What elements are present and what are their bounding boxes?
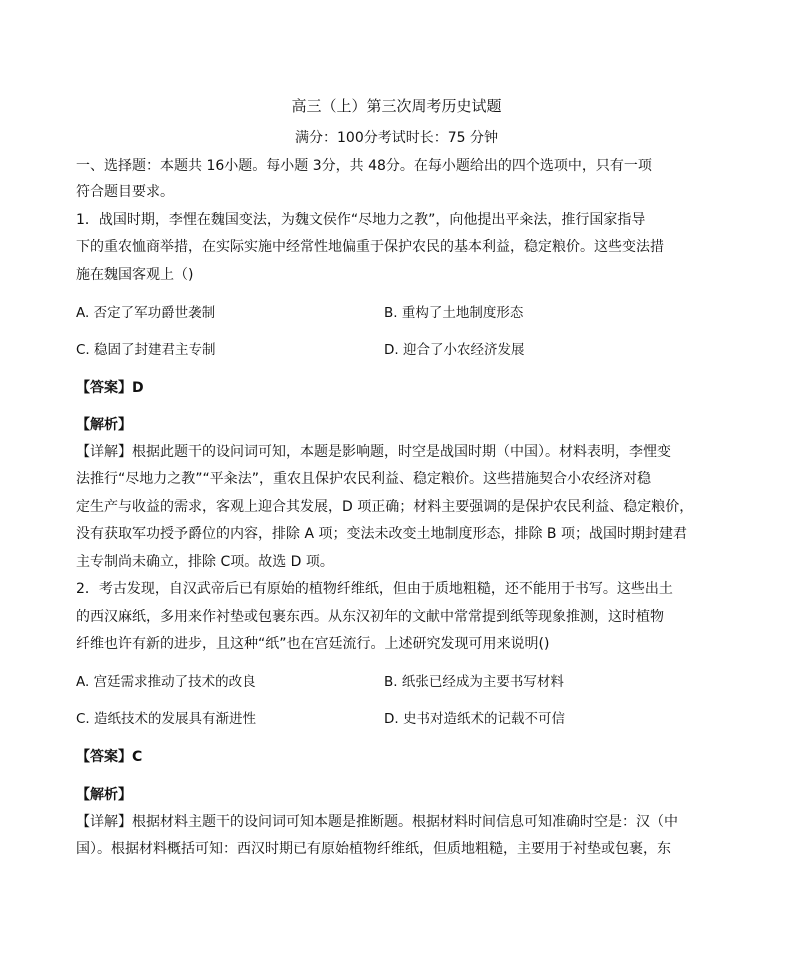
page-title: 高三（上）第三次周考历史试题: [291, 97, 502, 115]
answer-label: 【答案】C: [76, 749, 143, 765]
detail-line: 主专制尚未确立，排除 C项。故选 D 项。: [76, 554, 334, 570]
option-b: B. 重构了土地制度形态: [384, 305, 524, 321]
option-c: C. 稳固了封建君主专制: [76, 342, 216, 358]
detail-line: 【详解】根据此题干的设问词可知，本题是影响题，时空是战国时期（中国）。材料表明，李悝变: [76, 444, 671, 460]
detail-line: 【详解】根据材料主题干的设问词可知本题是推断题。根据材料时间信息可知准确时空是：汉（中: [76, 814, 678, 830]
question-stem: 2．考古发现，自汉武帝后已有原始的植物纤维纸，但由于质地粗糙，还不能用于书写。这些出土: [76, 581, 673, 597]
detail-line: 定生产与收益的需求，客观上迎合其发展，D 项正确；材料主要强调的是保护农民利益、稳定粮价，: [76, 499, 694, 515]
answer-label: 【答案】D: [76, 380, 144, 396]
option-a: A. 宫廷需求推动了技术的改良: [76, 674, 256, 690]
page-subtitle: 满分：100分考试时长：75 分钟: [295, 130, 498, 146]
question-stem: 纤维也许有新的进步，且这种“纸”也在宫廷流行。上述研究发现可用来说明(): [76, 636, 550, 652]
question-stem: 的西汉麻纸，多用来作衬垫或包裹东西。从东汉初年的文献中常常提到纸等现象推测，这时植物: [76, 609, 664, 625]
question-stem: 施在魏国客观上（): [76, 267, 194, 283]
section-intro: 一、选择题：本题共 16小题。每小题 3分，共 48分。在每小题给出的四个选项中，只有一项: [76, 158, 652, 174]
option-d: D. 迎合了小农经济发展: [384, 342, 525, 358]
detail-line: 国）。根据材料概括可知：西汉时期已有原始植物纤维纸，但质地粗糙，主要用于衬垫或包裹，东: [76, 841, 671, 857]
analysis-label: 【解析】: [76, 417, 132, 433]
analysis-label: 【解析】: [76, 787, 132, 803]
question-stem: 1．战国时期，李悝在魏国变法，为魏文侯作“尽地力之教”，向他提出平籴法，推行国家指导: [76, 212, 646, 228]
option-d: D. 史书对造纸术的记载不可信: [384, 711, 565, 727]
detail-line: 法推行“尽地力之教”“平籴法”，重农且保护农民利益、稳定粮价。这些措施契合小农经济对稳: [76, 471, 652, 487]
option-c: C. 造纸技术的发展具有渐进性: [76, 711, 257, 727]
option-a: A. 否定了军功爵世袭制: [76, 305, 216, 321]
section-intro: 符合题目要求。: [76, 184, 174, 200]
question-stem: 下的重农恤商举措，在实际实施中经常性地偏重于保护农民的基本利益，稳定粮价。这些变法措: [76, 239, 664, 255]
option-b: B. 纸张已经成为主要书写材料: [384, 674, 564, 690]
detail-line: 没有获取军功授予爵位的内容，排除 A 项；变法未改变土地制度形态，排除 B 项；战国时期封建君: [76, 526, 687, 542]
